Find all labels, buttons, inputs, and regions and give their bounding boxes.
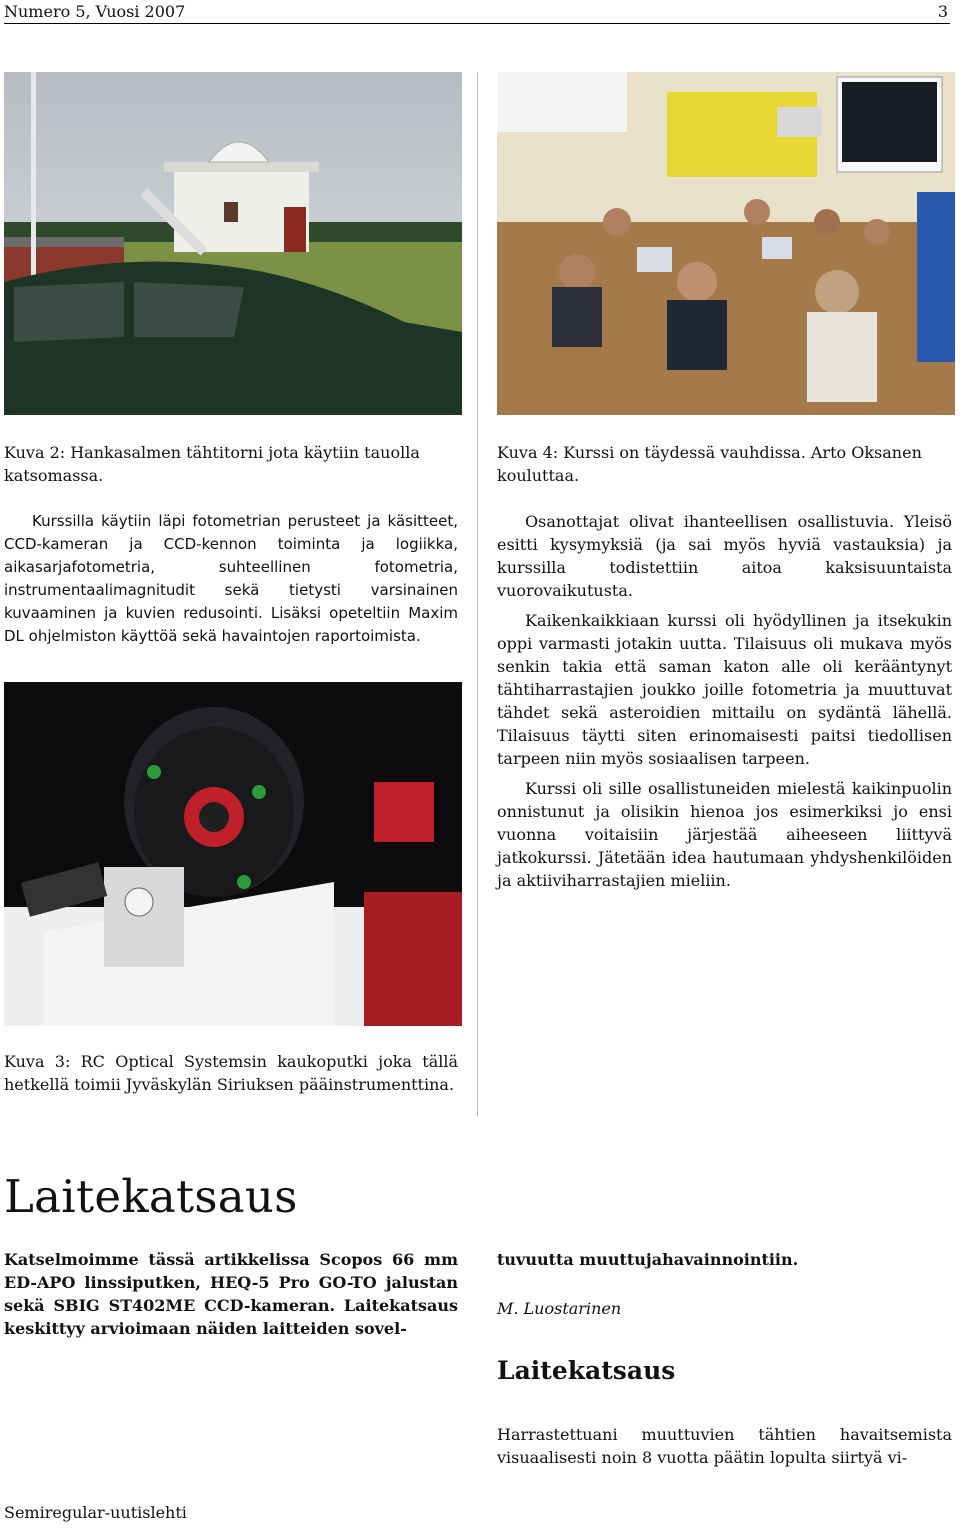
figure-4-caption: Kuva 4: Kurssi on täydessä vauhdissa. Arto Oksanen kouluttaa. xyxy=(497,443,922,485)
figure-3-caption: Kuva 3: RC Optical Systemsin kaukoputki joka tällä hetkellä toimii Jyväskylän Siriuksen pääinstrumenttina. xyxy=(4,1052,458,1094)
column-divider xyxy=(477,72,478,1116)
section-title: Laitekatsaus xyxy=(497,1356,676,1385)
article-title: Laitekatsaus xyxy=(4,1170,298,1223)
observatory-photo xyxy=(4,72,462,415)
right-body-text xyxy=(497,510,952,899)
paragraph-2: Kaikenkaikkiaan kurssi oli hyödyllinen ja itsekukin oppi varmasti jotakin uutta. Tilaisuus oli mukava myös senkin takia että saman katon alle oli kerääntynyt tähtiharrastajien joukko joille fotometria ja muuttuvat tähdet sekä asteroidien mittailu on sydäntä lähellä. Tilaisuus täytti siten erinomaisesti paitsi tiedollisen tarpeen niin myös sosiaalisen tarpeen. xyxy=(497,611,952,768)
article-abstract-continued: tuvuutta muuttujahavainnointiin. xyxy=(497,1250,799,1269)
article-author: M. Luostarinen xyxy=(497,1299,622,1318)
article-intro: Harrastettuani muuttuvien tähtien havaitsemista visuaalisesti noin 8 vuotta päätin lopulta siirtyä vi- xyxy=(497,1425,952,1467)
telescope-photo xyxy=(4,682,462,1026)
classroom-photo xyxy=(497,72,955,415)
paragraph-1: Osanottajat olivat ihanteellisen osallistuvia. Yleisö esitti kysymyksiä (ja sai myös hyviä vastauksia) ja kurssilla todistettiin aitoa kaksisuuntaista vuorovaikutusta. xyxy=(497,512,952,600)
page-number: 3 xyxy=(937,2,948,21)
article-abstract: Katselmoimme tässä artikkelissa Scopos 66 mm ED-APO linssiputken, HEQ-5 Pro GO-TO jalustan sekä SBIG ST402ME CCD-kameran. Laitekatsaus keskittyy arvioimaan näiden laitteiden sovel- xyxy=(4,1250,458,1338)
figure-2-caption: Kuva 2: Hankasalmen tähtitorni jota käytiin tauolla katsomassa. xyxy=(4,443,420,485)
issue-header: Numero 5, Vuosi 2007 xyxy=(4,2,186,21)
publication-footer: Semiregular-uutislehti xyxy=(4,1503,187,1522)
header-rule xyxy=(4,23,950,24)
body-paragraph: Kurssilla käytiin läpi fotometrian perusteet ja käsitteet, CCD-kameran ja CCD-kennon toiminta ja logiikka, aikasarjafotometria, suhteellinen fotometria, instrumentaalimagnitudit sekä tietysti varsinainen kuvaaminen ja kuvien redusointi. Lisäksi opeteltiin Maxim DL ohjelmiston käyttöä sekä havaintojen raportoimista. xyxy=(4,512,458,645)
left-body-text xyxy=(4,510,458,655)
paragraph-3: Kurssi oli sille osallistuneiden mielestä kaikinpuolin onnistunut ja olisikin hienoa jos esimerkiksi jo ensi vuonna voitaisiin järjestää aiheeseen liittyvä jatkokurssi. Jätetään idea hautumaan yhdyshenkilöiden ja aktiiviharrastajien mieliin. xyxy=(497,779,952,890)
